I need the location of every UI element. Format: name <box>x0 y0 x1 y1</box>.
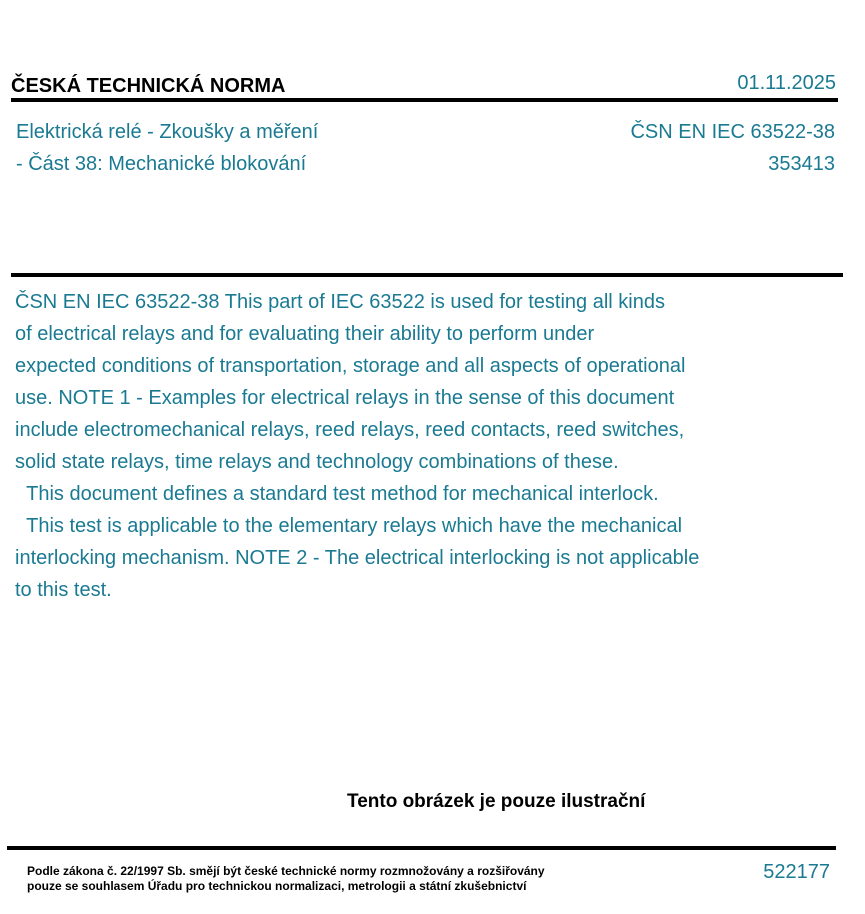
bottom-divider <box>7 846 836 850</box>
top-divider <box>11 98 838 102</box>
document-number: 522177 <box>763 861 830 883</box>
standard-id: ČSN EN IEC 63522-38 <box>630 121 835 143</box>
legal-notice-line-1: Podle zákona č. 22/1997 Sb. smějí být české technické normy rozmnožovány a rozšiřovány <box>27 864 545 878</box>
document-title-line-2: - Část 38: Mechanické blokování <box>16 153 307 175</box>
document-title-line-1: Elektrická relé - Zkoušky a měření <box>16 121 319 143</box>
publication-date: 01.11.2025 <box>737 72 836 94</box>
document-identifiers <box>630 116 835 180</box>
page-title: ČESKÁ TECHNICKÁ NORMA <box>11 75 286 97</box>
catalog-number: 353413 <box>768 153 835 175</box>
middle-divider <box>11 273 843 277</box>
abstract-text: ČSN EN IEC 63522-38 This part of IEC 63522 is used for testing all kinds of electrical relays and for evaluating their ability to perform under expected conditions of transportation, storage and all aspects of operational use. NOTE 1 - Examples for electrical relays in the sense of this document include electromechanical relays, reed relays, reed contacts, reed switches, solid state relays, time relays and technology combinations of these. This document defines a standard test method for mechanical interlock. This test is applicable to the elementary relays which have the mechanical interlocking mechanism. NOTE 2 - The electrical interlocking is not applicable to this test. <box>15 291 700 601</box>
legal-notice <box>27 864 545 894</box>
legal-notice-line-2: pouze se souhlasem Úřadu pro technickou normalizaci, metrologii a státní zkušebnictví <box>27 879 527 893</box>
document-title <box>16 116 318 180</box>
illustration-note: Tento obrázek je pouze ilustrační <box>347 791 646 812</box>
